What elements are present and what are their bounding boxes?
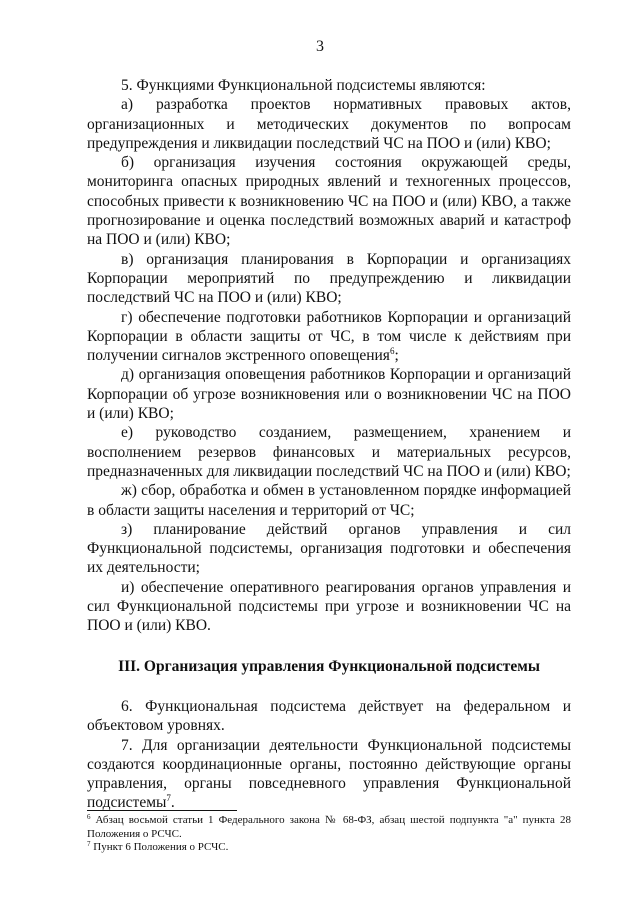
paragraph: 5. Функциями Функциональной подсистемы являются: [121,77,486,94]
paragraph: и) обеспечение оперативного реагирования органов управления и сил Функциональной подсистемы при угрозе и возникновении ЧС на ПОО и (или) КВО. [87,578,571,635]
page-number: 3 [316,38,324,55]
paragraph: д) организация оповещения работников Корпорации и организаций Корпорации об угрозе возникновения или о возникновении ЧС на ПОО и (или) КВО; [87,366,571,423]
paragraph: з) планирование действий органов управления и сил Функциональной подсистемы, организация подготовки и обеспечения их деятельности; [87,520,571,577]
document-body [87,76,571,813]
footnote-divider [87,810,237,811]
paragraph: г) обеспечение подготовки работников Корпорации и организаций Корпорации в области защиты от ЧС, в том числе к действиям при получении сигналов экстренного оповещения$^6$; [87,308,571,365]
paragraph: в) организация планирования в Корпорации и организациях Корпорации мероприятий по предупреждению и ликвидации последствий ЧС на ПОО и (или) КВО; [87,250,571,307]
paragraph: а) разработка проектов нормативных правовых актов, организационных и методических документов по вопросам предупреждения и ликвидации последствий ЧС на ПОО и (или) КВО; [87,96,571,152]
paragraph: ж) сбор, обработка и обмен в установленном порядке информацией в области защиты населения и территорий от ЧС; [87,482,571,519]
section-heading: III. Организация управления Функциональной подсистемы [118,657,540,675]
footnote: $^6$ Абзац восьмой статьи 1 Федерального закона № 68-ФЗ, абзац шестой подпункта "а" пункта 28 Положения о РСЧС. [87,813,571,840]
footnote-reference: 6 [389,346,395,357]
footnote: $^7$ Пункт 6 Положения о РСЧС. [87,840,229,853]
paragraph: е) руководство созданием, размещением, хранением и восполнением резервов финансовых и материальных ресурсов, предназначенных для ликвидации последствий ЧС на ПОО и (или) КВО; [87,424,571,480]
footnotes [87,814,571,855]
paragraph: б) организация изучения состояния окружающей среды, мониторинга опасных природных явлений и техногенных процессов, способных привести к возникновению ЧС на ПОО и (или) КВО, а также прогнозирование и оценка последствий возможных аварий и катастроф на ПОО и (или) КВО; [87,154,571,249]
paragraph: 6. Функциональная подсистема действует на федеральном и объектовом уровнях. [87,697,571,735]
paragraph: 7. Для организации деятельности Функциональной подсистемы создаются координационные органы, постоянно действующие органы управления, органы повседневного управления Функциональной подсистемы$^7$. [87,736,571,812]
footnote-reference: 7 [166,793,171,804]
